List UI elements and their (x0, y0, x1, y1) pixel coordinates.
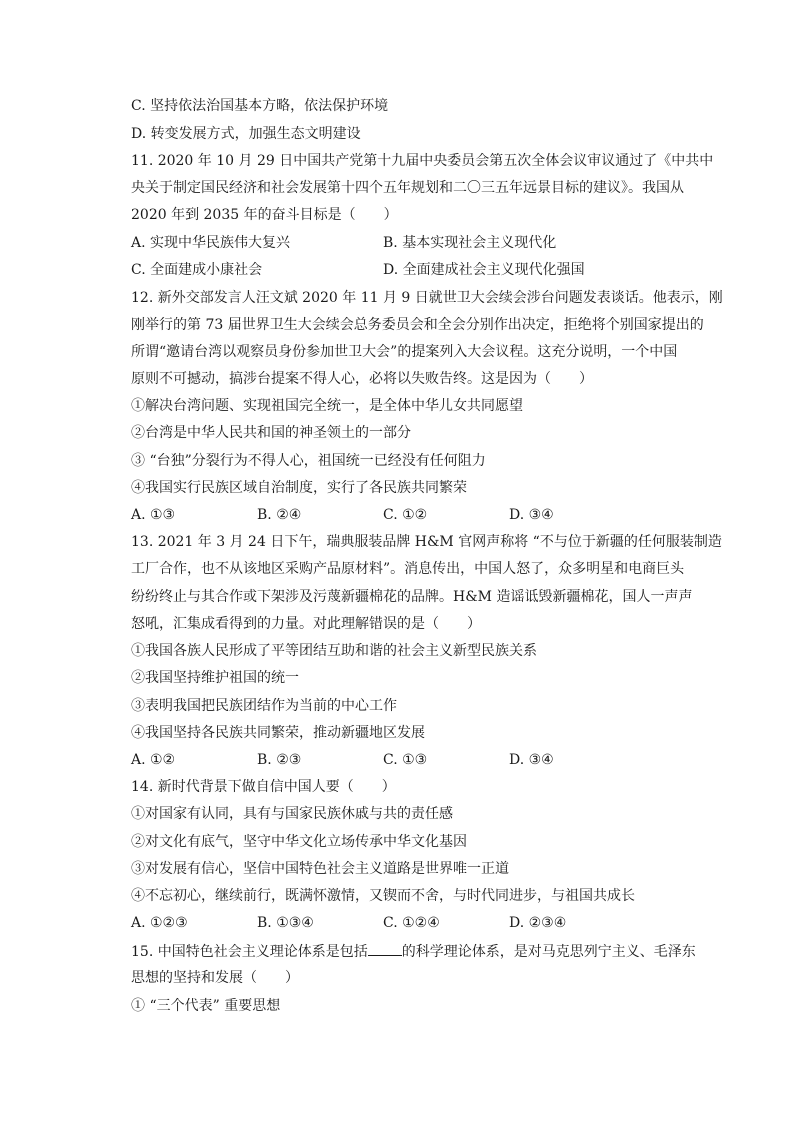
q12-option-a: A. ①③ (131, 507, 176, 523)
q13-statement-1: ①我国各族人民形成了平等团结互助和谐的社会主义新型民族关系 (131, 643, 537, 659)
q15-stem-line-1 (131, 941, 696, 962)
q14-option-d: D. ②③④ (509, 915, 567, 931)
q13-stem-line-1: 13. 2021 年 3 月 24 日下午，瑞典服装品牌 H&M 官网声称将 “不与位于新疆的任何服装制造 (131, 534, 722, 550)
q13-statement-4: ④我国坚持各民族共同繁荣，推动新疆地区发展 (131, 725, 425, 741)
q11-option-b: B. 基本实现社会主义现代化 (383, 235, 557, 251)
q11-stem-line-3: 2020 年到 2035 年的奋斗目标是（ ） (131, 207, 398, 223)
q13-option-a: A. ①② (131, 752, 176, 768)
q14-option-a: A. ①②③ (131, 915, 188, 931)
q14-statement-2: ②对文化有底气，坚守中华文化立场传承中华文化基因 (131, 834, 467, 850)
q12-option-c: C. ①② (383, 507, 428, 523)
q13-option-b: B. ②③ (257, 752, 302, 768)
q11-option-c: C. 全面建成小康社会 (131, 262, 263, 278)
q10-option-c: C. 坚持依法治国基本方略，依法保护环境 (131, 98, 389, 114)
q14-option-c: C. ①②④ (383, 915, 440, 931)
q14-statement-3: ③对发展有信心，坚信中国特色社会主义道路是世界唯一正道 (131, 861, 509, 877)
q13-statement-3: ③表明我国把民族团结作为当前的中心工作 (131, 698, 397, 714)
q12-statement-1: ①解决台湾问题、实现祖国完全统一，是全体中华儿女共同愿望 (131, 398, 523, 414)
q12-stem-line-4: 原则不可撼动，搞涉台提案不得人心，必将以失败告终。这是因为（ ） (131, 371, 593, 387)
q11-stem-line-2: 央关于制定国民经济和社会发展第十四个五年规划和二〇三五年远景目标的建议》。我国从 (131, 180, 684, 196)
q13-statement-2: ②我国坚持维护祖国的统一 (131, 670, 299, 686)
q14-option-b: B. ①③④ (257, 915, 314, 931)
q14-stem-line-1: 14. 新时代背景下做自信中国人要（ ） (131, 779, 396, 795)
q12-stem-line-2: 刚举行的第 73 届世界卫生大会续会总务委员会和全会分别作出决定，拒绝将个别国家提出的 (131, 317, 704, 333)
q14-statement-4: ④不忘初心，继续前行，既满怀激情，又锲而不舍，与时代同进步，与祖国共成长 (131, 888, 635, 904)
q12-option-d: D. ③④ (509, 507, 554, 523)
q15-stem-part-1: 15. 中国特色社会主义理论体系是包括 (131, 944, 368, 960)
q13-stem-line-3: 纷纷终止与其合作或下架涉及污蔑新疆棉花的品牌。H&M 造谣诋毁新疆棉花，国人一声声 (131, 589, 693, 605)
q13-stem-line-2: 工厂合作，也不从该地区采购产品原材料”。消息传出，中国人怒了，众多明星和电商巨头 (131, 561, 685, 577)
q12-statement-2: ②台湾是中华人民共和国的神圣领土的一部分 (131, 425, 411, 441)
q13-option-c: C. ①③ (383, 752, 428, 768)
fill-in-blank (368, 941, 402, 956)
q11-stem-line-1: 11. 2020 年 10 月 29 日中国共产党第十九届中央委员会第五次全体会议审议通过了《中共中 (131, 153, 714, 169)
q15-stem-part-2: 的科学理论体系，是对马克思列宁主义、毛泽东 (401, 944, 696, 960)
q12-statement-4: ④我国实行民族区域自治制度，实行了各民族共同繁荣 (131, 480, 467, 496)
q11-option-d: D. 全面建成社会主义现代化强国 (383, 262, 585, 278)
q12-option-b: B. ②④ (257, 507, 302, 523)
q12-stem-line-3: 所谓“邀请台湾以观察员身份参加世卫大会”的提案列入大会议程。这充分说明，一个中国 (131, 344, 678, 360)
q10-option-d: D. 转变发展方式，加强生态文明建设 (131, 126, 361, 142)
q15-statement-1: ① “三个代表” 重要思想 (131, 998, 281, 1014)
q14-statement-1: ①对国家有认同，具有与国家民族休戚与共的责任感 (131, 806, 453, 822)
q11-option-a: A. 实现中华民族伟大复兴 (131, 235, 291, 251)
q15-stem-line-2: 思想的坚持和发展（ ） (131, 970, 299, 986)
q12-statement-3: ③ “台独”分裂行为不得人心，祖国统一已经没有任何阻力 (131, 453, 486, 469)
q13-option-d: D. ③④ (509, 752, 554, 768)
q13-stem-line-4: 怒吼，汇集成看得到的力量。对此理解错误的是（ ） (131, 616, 481, 632)
q12-stem-line-1: 12. 新外交部发言人汪文斌 2020 年 11 月 9 日就世卫大会续会涉台问题发表谈话。他表示，刚 (131, 290, 723, 306)
